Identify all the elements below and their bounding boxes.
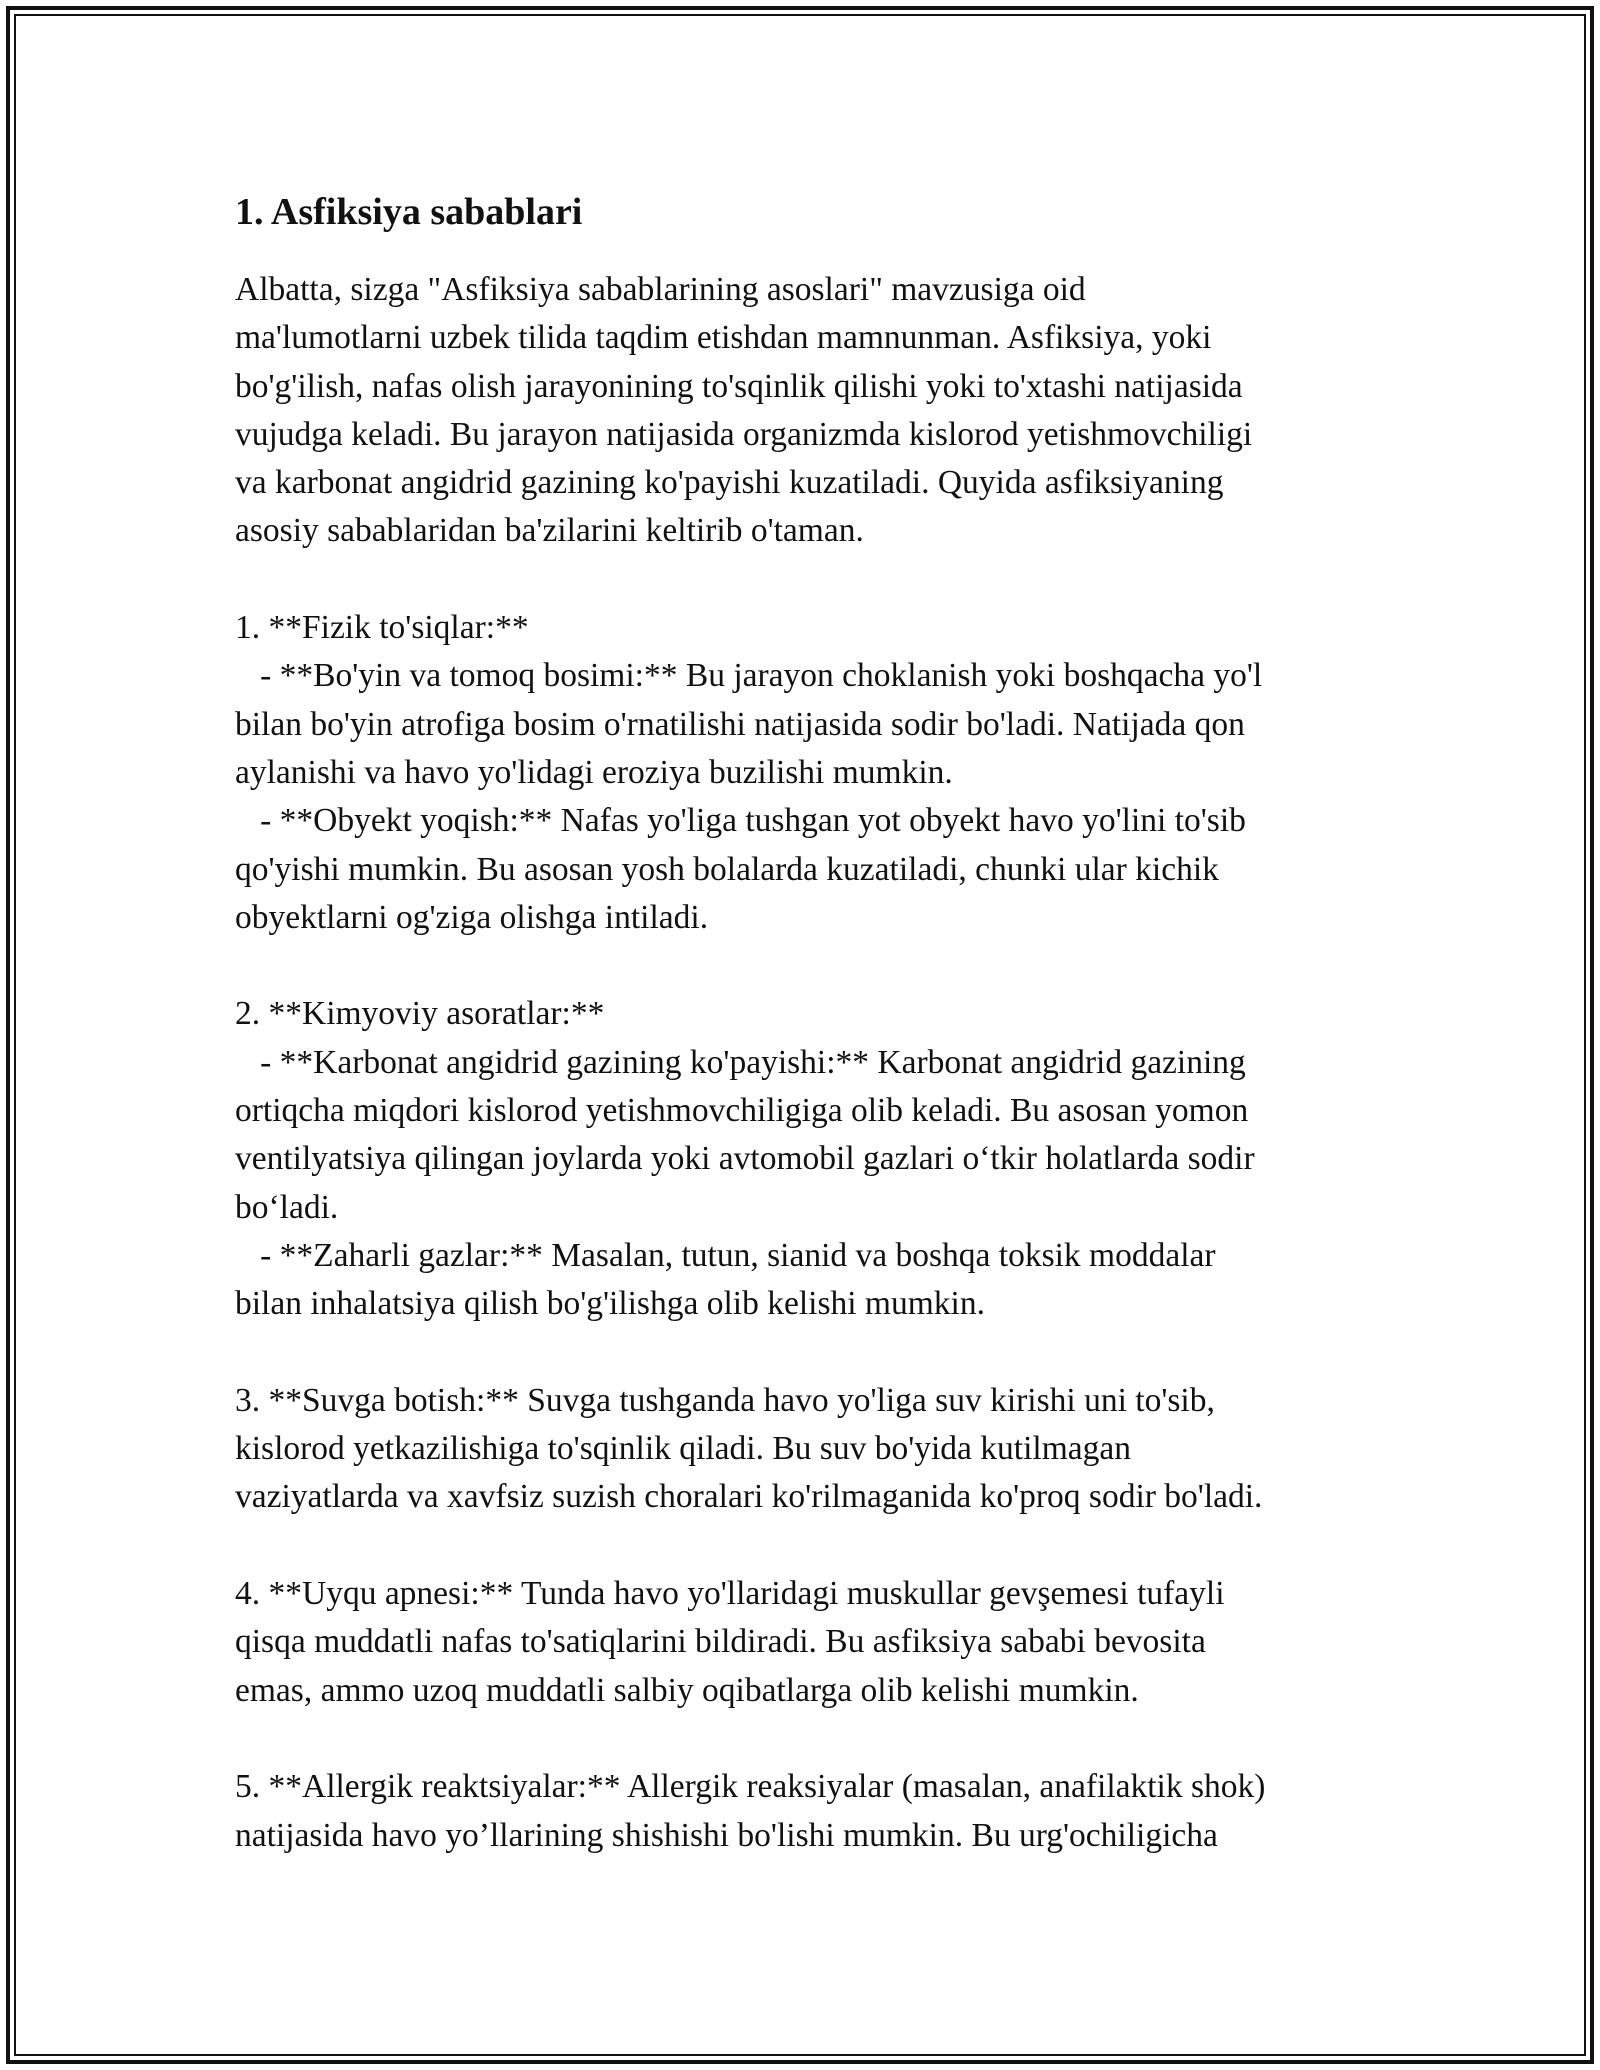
- cause-chemical-complications: 2. **Kimyoviy asoratlar:** - **Karbonat angidrid gazining ko'payishi:** Karbonat angidrid gazining ortiqcha miqdori kislorod yetishmovchiligiga olib keladi. Bu asosan yomon ventilyatsiya qilingan joylarda yoki avtomobil gazlari o‘tkir holatlarda sodir bo‘ladi. - **Zaharli gazlar:** Masalan, tutun, sianid va boshqa toksik moddalar bilan inhalatsiya qilish bo'g'ilishga olib kelishi mumkin.: [235, 995, 1255, 1323]
- intro-paragraph: Albatta, sizga "Asfiksiya sabablarining asoslari" mavzusiga oid ma'lumotlarni uzbek tilida taqdim etishdan mamnunman. Asfiksiya, yoki bo'g'ilish, nafas olish jarayonining to'sqinlik qilishi yoki to'xtashi natijasida vujudga keladi. Bu jarayon natijasida organizmda kislorod yetishmovchiligi va karbonat angidrid gazining ko'payishi kuzatiladi. Quyida asfiksiyaning asosiy sabablaridan ba'zilarini keltirib o'taman.: [235, 271, 1253, 550]
- cause-allergic-reactions: 5. **Allergik reaktsiyalar:** Allergik reaksiyalar (masalan, anafilaktik shok) natijasida havo yo’llarining shishishi bo'lishi mumkin. Bu urg'ochiligicha: [235, 1768, 1266, 1854]
- document-body: [235, 188, 1385, 1860]
- cause-drowning: 3. **Suvga botish:** Suvga tushganda havo yo'liga suv kirishi uni to'sib, kislorod yetkazilishiga to'sqinlik qiladi. Bu suv bo'yida kutilmagan vaziyatlarda va xavfsiz suzish choralari ko'rilmaganida ko'proq sodir bo'ladi.: [235, 1381, 1263, 1516]
- section-heading: 1. Asfiksiya sabablari: [235, 191, 583, 233]
- cause-physical-obstructions: 1. **Fizik to'siqlar:** - **Bo'yin va tomoq bosimi:** Bu jarayon choklanish yoki boshqacha yo'l bilan bo'yin atrofiga bosim o'rnatilishi natijasida sodir bo'ladi. Natijada qon aylanishi va havo yo'lidagi eroziya buzilishi mumkin. - **Obyekt yoqish:** Nafas yo'liga tushgan yot obyekt havo yo'lini to'sib qo'yishi mumkin. Bu asosan yosh bolalarda kuzatiladi, chunki ular kichik obyektlarni og'ziga olishga intiladi.: [235, 609, 1263, 936]
- cause-sleep-apnea: 4. **Uyqu apnesi:** Tunda havo yo'llaridagi muskullar gevşemesi tufayli qisqa muddatli nafas to'satiqlarini bildiradi. Bu asfiksiya sababi bevosita emas, ammo uzoq muddatli salbiy oqibatlarga olib kelishi mumkin.: [235, 1575, 1225, 1709]
